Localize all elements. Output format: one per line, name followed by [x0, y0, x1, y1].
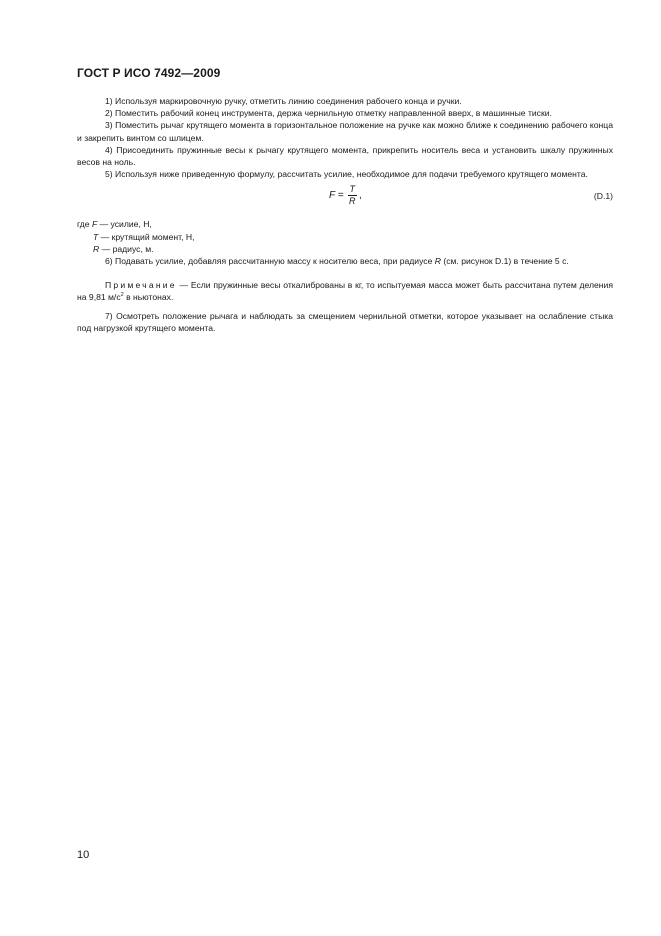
formula-expression: [329, 184, 362, 207]
note-text: — Если пружинные весы откалиброваны в кг, то испытуемая масса может быть рассчитана путем деления на 9,81 м/с: [77, 280, 613, 303]
formula-suffix: ,: [359, 189, 362, 201]
step-5: 5) Используя ниже приведенную формулу, рассчитать усилие, необходимое для подачи требуемого крутящего момента.: [105, 169, 588, 180]
formula-lhs: F =: [329, 189, 344, 201]
step-7: 7) Осмотреть положение рычага и наблюдать за смещением чернильной отметки, которое указывает на ослабление стыка под нагрузкой крутящего момента.: [77, 310, 613, 333]
where-row-t: [77, 231, 613, 243]
note-superscript: 2: [120, 292, 124, 299]
formula-number: (D.1): [593, 191, 613, 202]
step-4: 4) Присоединить пружинные весы к рычагу крутящего момента, прикрепить носитель веса и установить шкалу пружинных весов на ноль.: [77, 144, 613, 168]
step-2: 2) Поместить рабочий конец инструмента, держа чернильную отметку направленной вверх, в машинные тиски.: [105, 108, 552, 119]
note-label: Примечание: [105, 280, 177, 291]
page-number: 10: [77, 849, 90, 861]
step-6: [77, 255, 613, 267]
step-1: 1) Используя маркировочную ручку, отметить линию соединения рабочего конца и ручки.: [105, 96, 462, 106]
step-6-before: 6) Подавать усилие, добавляя рассчитанную массу к носителю веса, при радиусе: [105, 256, 435, 267]
where-row-f: [77, 218, 613, 230]
where-row-r: [77, 243, 613, 255]
formula-d1: [77, 182, 613, 212]
where-intro: где: [77, 219, 90, 230]
where-text-r: — радиус, м.: [99, 243, 154, 254]
where-symbol-f: F: [91, 219, 98, 230]
where-symbol-t: T: [93, 231, 99, 242]
document-header: ГОСТ Р ИСО 7492—2009: [77, 66, 221, 80]
where-symbol-r: R: [93, 243, 100, 254]
step-6-symbol: R: [434, 256, 441, 267]
where-block: [77, 218, 613, 255]
step-3: 3) Поместить рычаг крутящего момента в горизонтальное положение на ручке как можно ближе к соединению рабочего конца и закрепить винтом со шлицем.: [77, 120, 613, 143]
note-text-end: в ньютонах.: [123, 292, 174, 303]
formula-numerator: T: [349, 184, 356, 195]
formula-fraction: [348, 184, 358, 207]
where-text-f: — усилие, Н,: [97, 219, 152, 230]
document-body: [77, 95, 613, 334]
note: [77, 279, 613, 303]
formula-denominator: R: [349, 196, 356, 207]
step-6-after: (см. рисунок D.1) в течение 5 с.: [440, 256, 569, 267]
where-text-t: — крутящий момент, Н,: [98, 231, 195, 242]
